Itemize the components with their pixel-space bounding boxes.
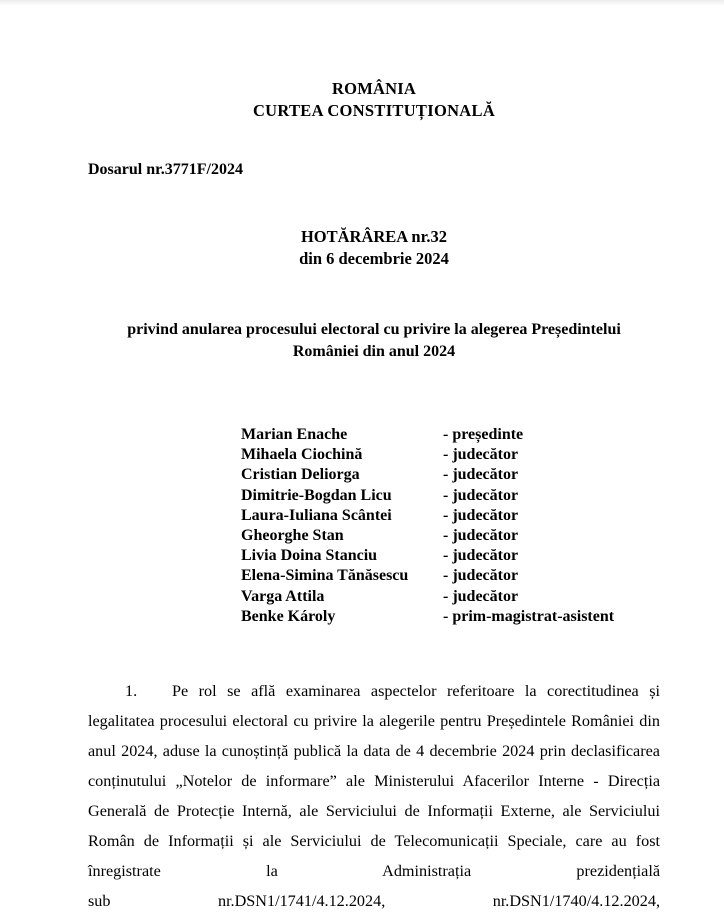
panel-member-role: - judecător xyxy=(443,567,519,585)
panel-member-row xyxy=(241,445,660,465)
country-name: ROMÂNIA xyxy=(332,79,416,98)
judges-panel-list xyxy=(88,425,660,627)
panel-member-row xyxy=(241,566,660,586)
document-content xyxy=(88,0,660,916)
panel-member-row xyxy=(241,587,660,607)
panel-member-name: Benke Károly xyxy=(241,607,336,625)
document-body xyxy=(88,676,660,916)
panel-member-name: Livia Doina Stanciu xyxy=(241,547,378,565)
paragraph-text: Pe rol se află examinarea aspectelor referitoare la corectitudinea și legalitatea procesului electoral cu privire la alegerile pentru Președintele României din anul 2024, aduse la cunoștință publică la data de 4 decembrie 2024 prin declasificarea conținutului „Notelor de informare” ale Ministerului Afacerilor Interne - Direcția Generală de Protecție Internă, ale Serviciului de Informații Externe, ale Serviciului Român de Informații și ale Serviciului de Telecomunicații Speciale, care au fost înregistrate la Administrația prezidențială xyxy=(88,682,660,881)
paragraph-1 xyxy=(88,676,660,886)
panel-member-row xyxy=(241,465,660,485)
panel-member-role: - judecător xyxy=(443,466,519,484)
institution-name: CURTEA CONSTITUȚIONALĂ xyxy=(252,101,496,120)
paragraph-number: 1. xyxy=(125,682,138,701)
panel-member-role: - judecător xyxy=(443,506,519,524)
panel-member-name: Laura-Iuliana Scântei xyxy=(241,506,392,524)
panel-member-name: Cristian Deliorga xyxy=(241,466,360,484)
panel-member-name: Marian Enache xyxy=(241,426,348,443)
panel-member-role: - judecător xyxy=(443,486,519,504)
subject-line-1: privind anularea procesului electoral cu privire la alegerea Președintelui xyxy=(127,321,621,338)
decision-heading xyxy=(88,226,660,270)
registration-prefix: sub xyxy=(88,892,111,911)
panel-member-role: - judecător xyxy=(443,587,519,605)
panel-member-row xyxy=(241,607,660,627)
panel-member-name: Varga Attila xyxy=(241,587,325,605)
panel-member-role: - judecător xyxy=(443,547,519,565)
panel-member-row xyxy=(241,425,660,445)
panel-member-row xyxy=(241,506,660,526)
panel-member-row xyxy=(241,486,660,506)
panel-member-role: - prim-magistrat-asistent xyxy=(443,607,615,625)
panel-member-role: - președinte xyxy=(443,426,524,443)
panel-member-row xyxy=(241,546,660,566)
panel-member-row xyxy=(241,526,660,546)
panel-member-name: Elena-Simina Tănăsescu xyxy=(241,567,409,585)
court-header xyxy=(88,0,660,122)
decision-date: din 6 decembrie 2024 xyxy=(299,249,449,268)
panel-member-name: Gheorghe Stan xyxy=(241,527,344,545)
registration-number-1: nr.DSN1/1741/4.12.2024, xyxy=(217,892,386,911)
registration-number-2: nr.DSN1/1740/4.12.2024, xyxy=(492,892,660,911)
decision-title: HOTĂRÂREA nr.32 xyxy=(300,227,448,246)
panel-member-name: Mihaela Ciochină xyxy=(241,446,363,464)
subject-line-2: României din anul 2024 xyxy=(292,343,456,360)
panel-member-role: - judecător xyxy=(443,446,519,464)
decision-subject xyxy=(88,319,660,363)
panel-member-role: - judecător xyxy=(443,527,519,545)
panel-member-name: Dimitrie-Bogdan Licu xyxy=(241,486,392,504)
dossier-number: Dosarul nr.3771F/2024 xyxy=(88,161,243,178)
paragraph-1-last-line xyxy=(88,886,660,916)
